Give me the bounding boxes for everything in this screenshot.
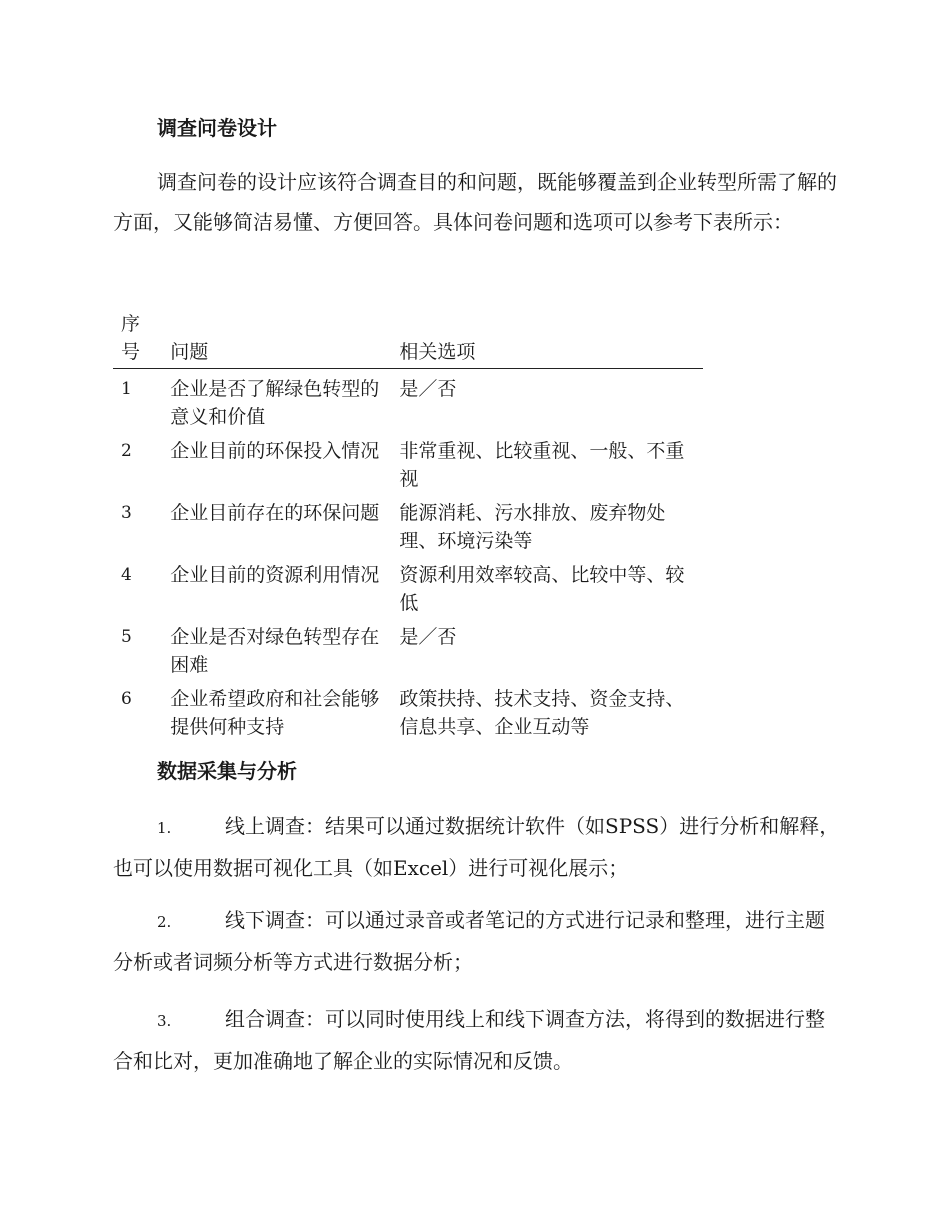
list-item [113, 806, 843, 888]
row-question: 企业是否了解绿色转型的意义和价值 [170, 378, 380, 428]
header-index [113, 310, 170, 369]
table-row [113, 369, 703, 432]
row-question: 企业目前的资源利用情况 [170, 564, 380, 586]
row-question: 企业目前的环保投入情况 [170, 440, 380, 462]
row-index: 6 [121, 689, 132, 709]
list-item-number: 3. [157, 1012, 172, 1030]
row-index: 5 [121, 627, 132, 647]
row-question: 企业希望政府和社会能够提供何种支持 [170, 688, 380, 738]
list-item-number: 2. [157, 913, 172, 931]
section-heading-questionnaire-design: 调查问卷设计 [157, 116, 277, 140]
row-options: 能源消耗、污水排放、废弃物处理、环境污染等 [399, 502, 666, 552]
table-row [113, 493, 703, 555]
header-question: 问题 [170, 310, 399, 369]
intro-paragraph: 调查问卷的设计应该符合调查目的和问题，既能够覆盖到企业转型所需了解的方面，又能够简洁易懂、方便回答。具体问卷问题和选项可以参考下表所示： [113, 170, 837, 234]
table-row [113, 555, 703, 617]
list-item-text: 线下调查：可以通过录音或者笔记的方式进行记录和整理，进行主题分析或者词频分析等方式进行数据分析； [113, 908, 825, 974]
header-options: 相关选项 [399, 310, 703, 369]
section-heading-data-collection: 数据采集与分析 [157, 759, 297, 783]
table-row [113, 431, 703, 493]
row-index: 1 [121, 379, 132, 399]
list-item-text: 线上调查：结果可以通过数据统计软件（如SPSS）进行分析和解释，也可以使用数据可视化工具（如Excel）进行可视化展示； [113, 814, 840, 880]
row-options: 资源利用效率较高、比较中等、较低 [399, 564, 685, 614]
row-options: 是／否 [399, 378, 457, 400]
table-row [113, 617, 703, 679]
row-index: 3 [121, 503, 132, 523]
row-options: 非常重视、比较重视、一般、不重视 [399, 440, 685, 490]
row-index: 4 [121, 565, 132, 585]
table-row [113, 679, 703, 741]
list-item-text: 组合调查：可以同时使用线上和线下调查方法，将得到的数据进行整合和比对，更加准确地了解企业的实际情况和反馈。 [113, 1007, 825, 1073]
row-question: 企业是否对绿色转型存在困难 [170, 626, 380, 676]
header-index-line1: 序 [121, 313, 141, 335]
row-index: 2 [121, 441, 132, 461]
list-item [113, 999, 843, 1081]
table-header-row [113, 310, 703, 369]
row-options: 是／否 [399, 626, 457, 648]
list-item-number: 1. [157, 819, 172, 837]
list-item [113, 900, 843, 982]
questionnaire-table [113, 310, 703, 741]
header-index-line2: 号 [121, 341, 141, 363]
row-options: 政策扶持、技术支持、资金支持、信息共享、企业互动等 [399, 688, 685, 738]
row-question: 企业目前存在的环保问题 [170, 502, 380, 524]
